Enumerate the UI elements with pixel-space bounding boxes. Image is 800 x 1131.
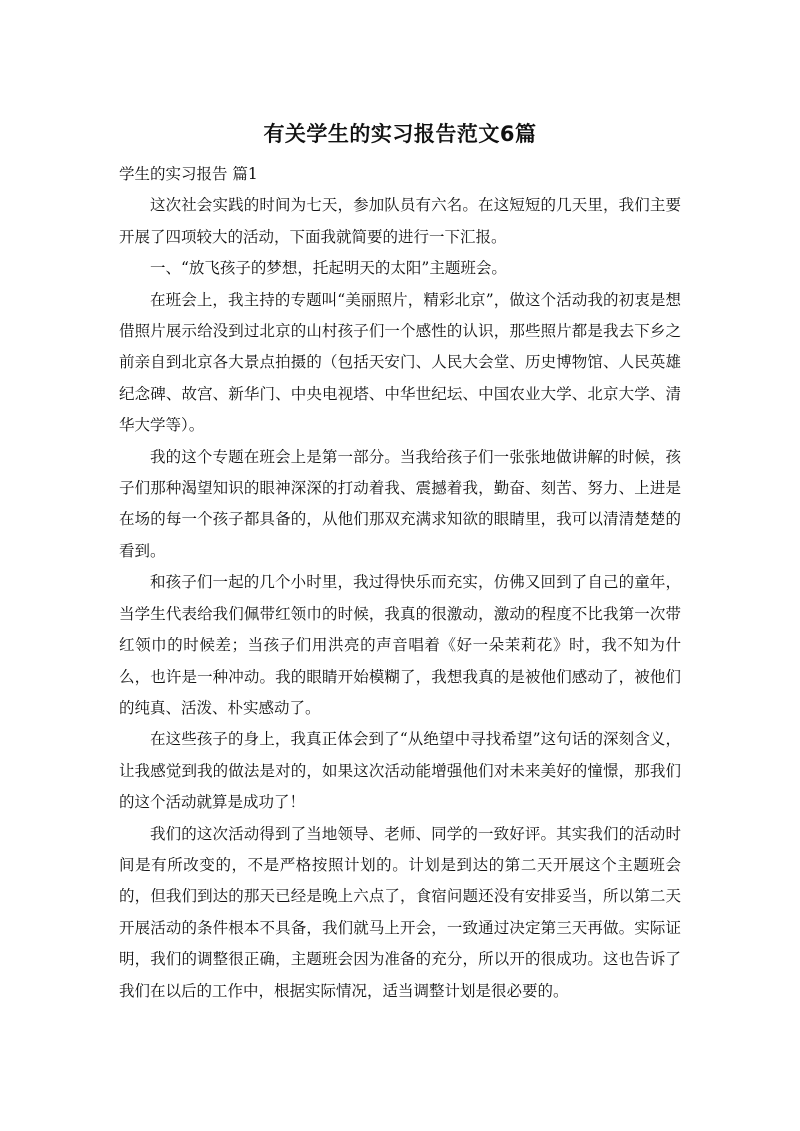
page-title: 有关学生的实习报告范文6篇 bbox=[263, 122, 537, 146]
paragraph: 这次社会实践的时间为七天，参加队员有六名。在这短短的几天里，我们主要开展了四项较大的活动，下面我就简要的进行一下汇报。 bbox=[119, 196, 681, 246]
paragraph-subheading: 一、“放飞孩子的梦想，托起明天的太阳”主题班会。 bbox=[150, 259, 507, 278]
paragraph: 我们的这次活动得到了当地领导、老师、同学的一致好评。其实我们的活动时间是有所改变的，不是严格按照计划的。计划是到达的第二天开展这个主题班会的，但我们到达的那天已经是晚上六点了，食宿问题还没有安排妥当，所以第二天开展活动的条件根本不具备，我们就马上开会，一致通过决定第三天再做。实际证明，我们的调整很正确，主题班会因为准备的充分，所以开的很成功。这也告诉了我们在以后的工作中，根据实际情况，适当调整计划是很必要的。 bbox=[119, 824, 681, 1000]
paragraph: 在这些孩子的身上，我真正体会到了“从绝望中寻找希望”这句话的深刻含义，让我感觉到我的做法是对的，如果这次活动能增强他们对未来美好的憧憬，那我们的这个活动就算是成功了！ bbox=[119, 730, 681, 812]
paragraph: 在班会上，我主持的专题叫“美丽照片，精彩北京”，做这个活动我的初衷是想借照片展示给没到过北京的山村孩子们一个感性的认识，那些照片都是我去下乡之前亲自到北京各大景点拍摄的（包括天安门、人民大会堂、历史博物馆、人民英雄纪念碑、故宫、新华门、中央电视塔、中华世纪坛、中国农业大学、北京大学、清华大学等）。 bbox=[119, 290, 681, 435]
section-heading: 学生的实习报告 篇1 bbox=[119, 165, 258, 183]
paragraph: 我的这个专题在班会上是第一部分。当我给孩子们一张张地做讲解的时候，孩子们那种渴望知识的眼神深深的打动着我、震撼着我，勤奋、刻苦、努力、上进是在场的每一个孩子都具备的，从他们那双充满求知欲的眼睛里，我可以清清楚楚的看到。 bbox=[119, 447, 681, 560]
document-body bbox=[119, 159, 681, 1007]
paragraph: 和孩子们一起的几个小时里，我过得快乐而充实，仿佛又回到了自己的童年，当学生代表给我们佩带红领巾的时候，我真的很激动，激动的程度不比我第一次带红领巾的时候差；当孩子们用洪亮的声音唱着《好一朵茉莉花》时，我不知为什么，也许是一种冲动。我的眼睛开始模糊了，我想我真的是被他们感动了，被他们的纯真、活泼、朴实感动了。 bbox=[119, 573, 681, 717]
